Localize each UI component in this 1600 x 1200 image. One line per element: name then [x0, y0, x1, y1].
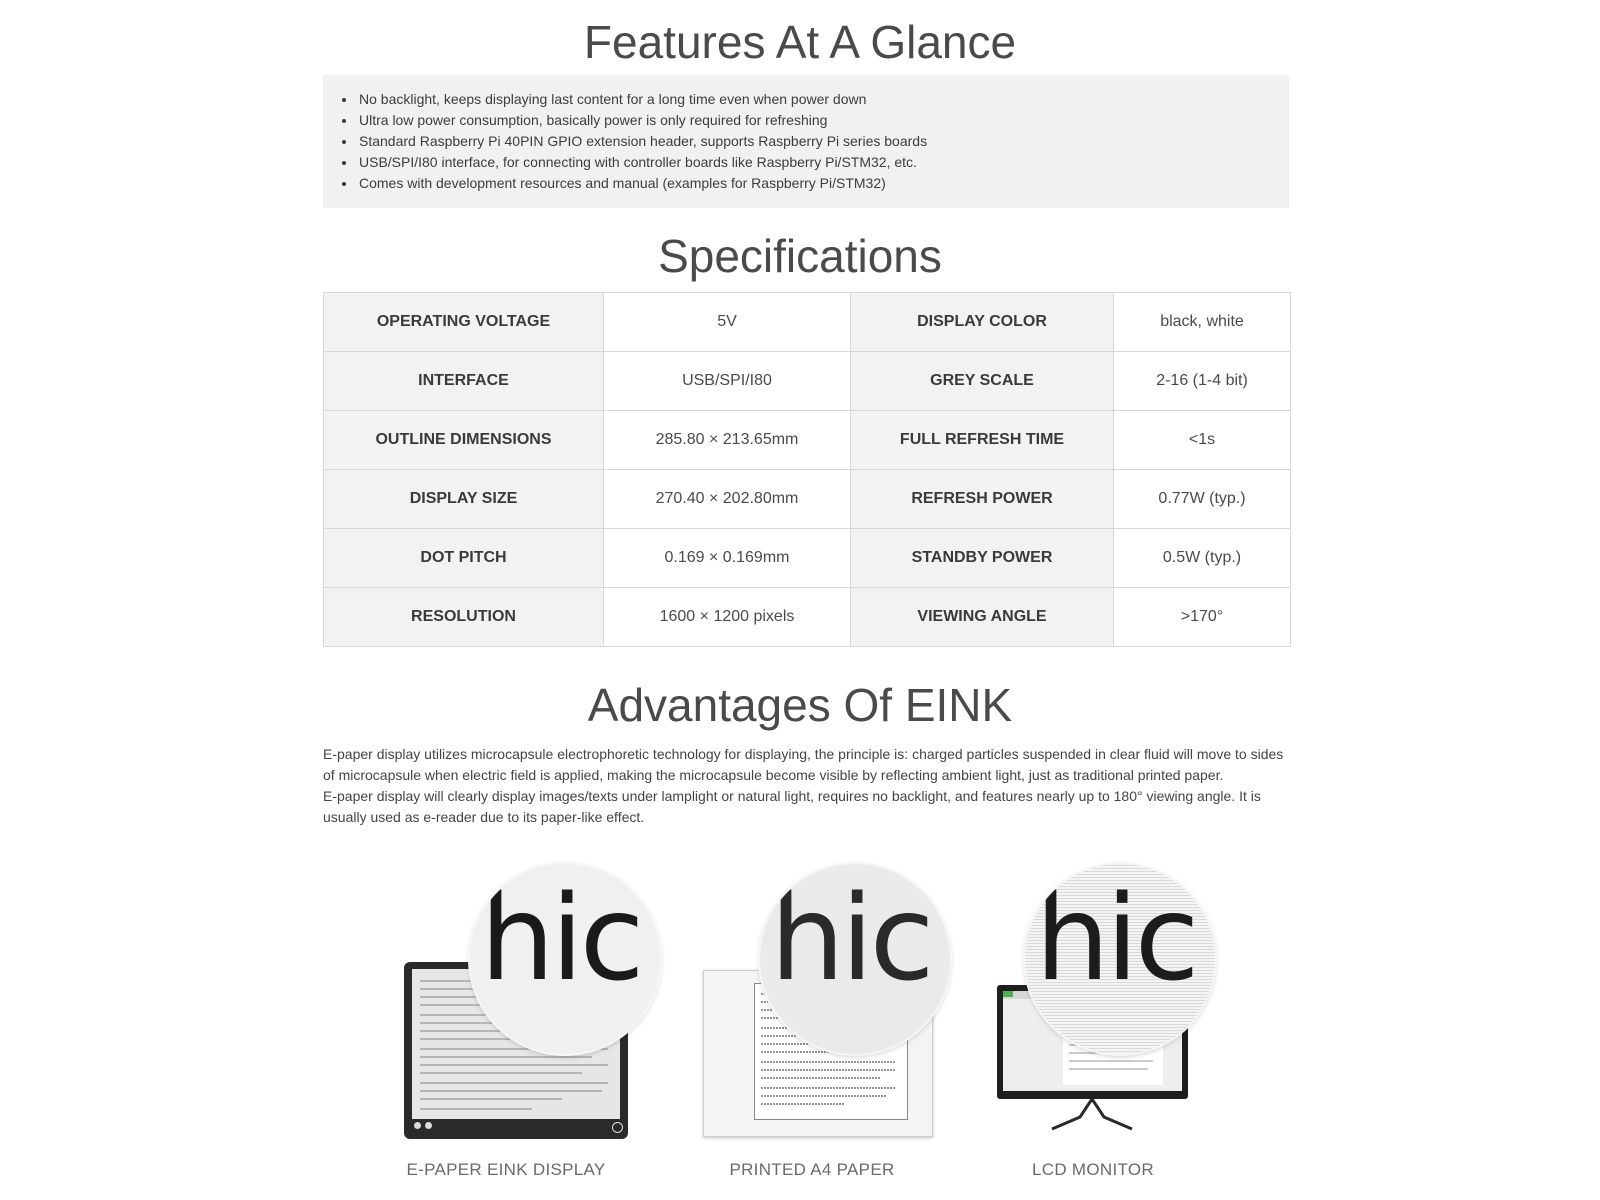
feature-item: • Comes with development resources and manual (examples for Raspberry Pi/STM32) [357, 173, 1289, 194]
spec-label: OUTLINE DIMENSIONS [324, 411, 604, 470]
specifications-table [323, 292, 1291, 647]
spec-label: DISPLAY COLOR [851, 293, 1114, 352]
feature-item: • No backlight, keeps displaying last content for a long time even when power down [357, 89, 1289, 110]
spec-label: VIEWING ANGLE [851, 588, 1114, 647]
feature-item: • Ultra low power consumption, basically power is only required for refreshing [357, 110, 1289, 131]
magnifier-paper [760, 864, 950, 1054]
paragraph: E-paper display utilizes microcapsule electrophoretic technology for displaying, the principle is: charged particles suspended in clear fluid will move to sides of microcapsule when electric field is applied, making the microcapsule become visible by reflecting ambient light, just as traditional printed paper. [323, 746, 1284, 783]
table-row [324, 529, 1291, 588]
spec-value: 0.169 × 0.169mm [604, 529, 851, 588]
spec-value: 2-16 (1-4 bit) [1114, 352, 1291, 411]
button-icon [414, 1122, 421, 1129]
button-icon [612, 1122, 623, 1133]
spec-label: GREY SCALE [851, 352, 1114, 411]
spec-value: 285.80 × 213.65mm [604, 411, 851, 470]
spec-value: 270.40 × 202.80mm [604, 470, 851, 529]
spec-value: <1s [1114, 411, 1291, 470]
magnified-text: hic [770, 869, 931, 1007]
feature-item: • USB/SPI/I80 interface, for connecting with controller boards like Raspberry Pi/STM32, etc. [357, 152, 1289, 173]
magnified-text: hic [480, 869, 641, 1007]
button-icon [425, 1122, 432, 1129]
spec-value: USB/SPI/I80 [604, 352, 851, 411]
spec-value: 0.5W (typ.) [1114, 529, 1291, 588]
magnifier-eink [470, 864, 660, 1054]
spec-value: 5V [604, 293, 851, 352]
magnifier-lcd [1025, 864, 1215, 1054]
feature-item: • Standard Raspberry Pi 40PIN GPIO extension header, supports Raspberry Pi series boards [357, 131, 1289, 152]
caption-eink: E-PAPER EINK DISPLAY [406, 1160, 606, 1179]
features-box [323, 75, 1289, 208]
advantages-title: Advantages Of EINK [587, 679, 1013, 731]
spec-value: >170° [1114, 588, 1291, 647]
paragraph: E-paper display will clearly display images/texts under lamplight or natural light, requires no backlight, and features nearly up to 180° viewing angle. It is usually used as e-reader due to its paper-like effect. [323, 788, 1261, 825]
features-list [323, 75, 1289, 194]
spec-label: RESOLUTION [324, 588, 604, 647]
spec-label: OPERATING VOLTAGE [324, 293, 604, 352]
spec-label: DISPLAY SIZE [324, 470, 604, 529]
table-row [324, 411, 1291, 470]
specifications-title: Specifications [658, 230, 942, 282]
table-row [324, 588, 1291, 647]
spec-label: FULL REFRESH TIME [851, 411, 1114, 470]
monitor-stand-icon [1050, 1099, 1134, 1131]
magnified-text: hic [1035, 869, 1196, 1007]
features-title: Features At A Glance [583, 16, 1017, 68]
spec-value: 1600 × 1200 pixels [604, 588, 851, 647]
spec-value: 0.77W (typ.) [1114, 470, 1291, 529]
spec-label: INTERFACE [324, 352, 604, 411]
table-row [324, 470, 1291, 529]
caption-lcd: LCD MONITOR [1032, 1160, 1154, 1179]
spec-label: DOT PITCH [324, 529, 604, 588]
spec-value: black, white [1114, 293, 1291, 352]
table-row [324, 352, 1291, 411]
spec-label: STANDBY POWER [851, 529, 1114, 588]
table-row [324, 293, 1291, 352]
advantages-text [323, 744, 1293, 828]
spec-label: REFRESH POWER [851, 470, 1114, 529]
caption-paper: PRINTED A4 PAPER [729, 1160, 895, 1179]
